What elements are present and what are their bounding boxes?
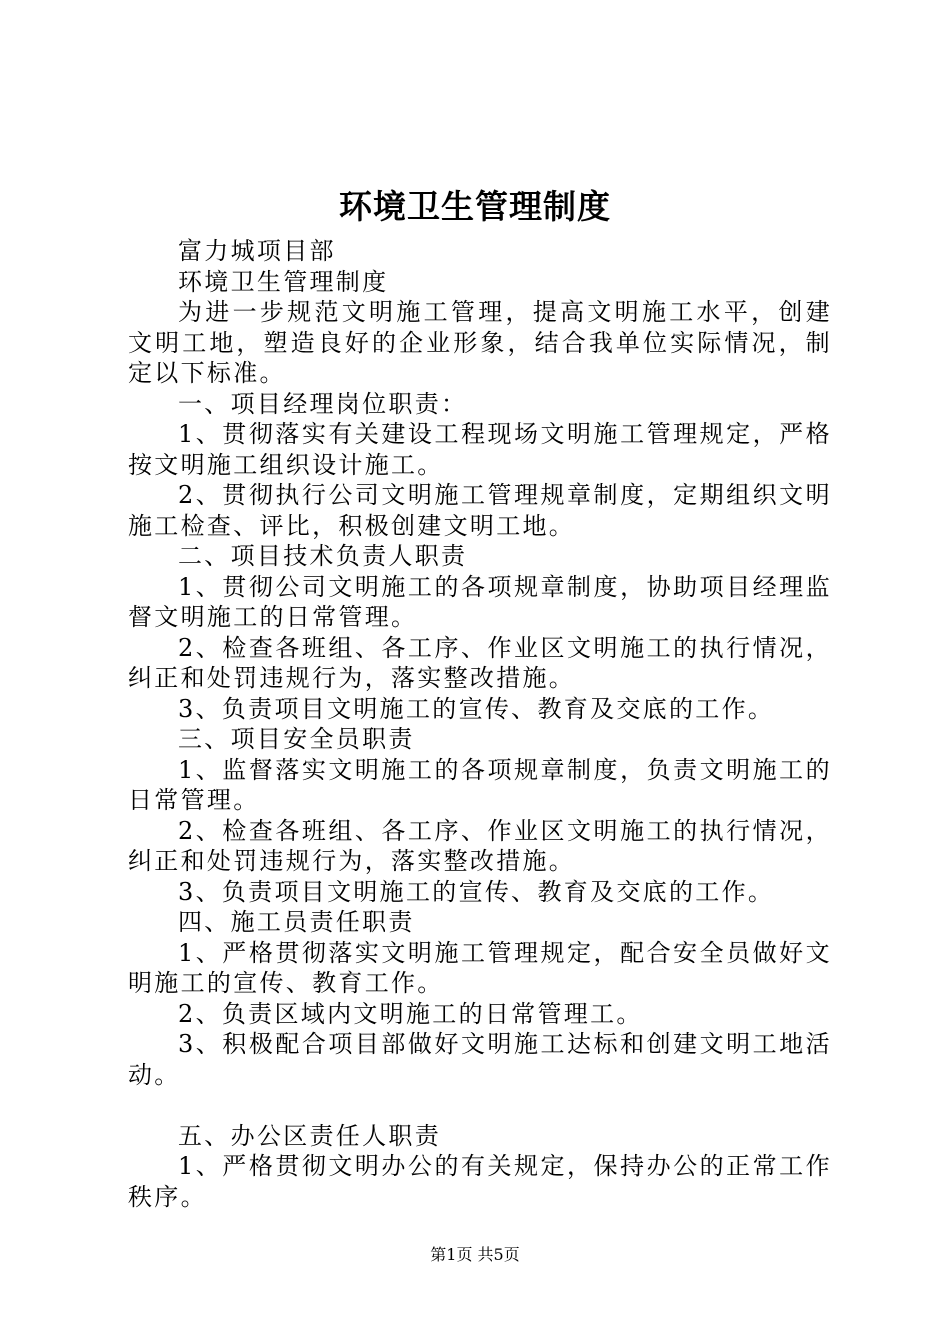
paragraph-intro: 为进一步规范文明施工管理，提高文明施工水平，创建文明工地，塑造良好的企业形象，结合我单位实际情况，制定以下标准。 — [128, 298, 832, 387]
paragraph-item: 1、严格贯彻落实文明施工管理规定，配合安全员做好文明施工的宣传、教育工作。 — [128, 938, 832, 997]
section-heading-3: 三、项目安全员职责 — [178, 725, 415, 753]
section-heading-2: 二、项目技术负责人职责 — [178, 542, 468, 570]
section-heading-4: 四、施工员责任职责 — [178, 908, 415, 936]
section-heading-5: 五、办公区责任人职责 — [178, 1121, 441, 1150]
paragraph-item: 2、贯彻执行公司文明施工管理规章制度，定期组织文明施工检查、评比，积极创建文明工地。 — [128, 481, 832, 540]
paragraph-item: 1、贯彻落实有关建设工程现场文明施工管理规定，严格按文明施工组织设计施工。 — [128, 420, 832, 479]
paragraph-subtitle: 环境卫生管理制度 — [178, 267, 389, 296]
paragraph-item: 3、积极配合项目部做好文明施工达标和创建文明工地活动。 — [128, 1030, 832, 1089]
paragraph-item: 1、贯彻公司文明施工的各项规章制度，协助项目经理监督文明施工的日常管理。 — [128, 572, 832, 631]
paragraph-item: 3、负责项目文明施工的宣传、教育及交底的工作。 — [178, 877, 775, 906]
section-heading-1: 一、项目经理岗位职责： — [178, 389, 468, 418]
paragraph-item: 2、检查各班组、各工序、作业区文明施工的执行情况，纠正和处罚违规行为，落实整改措施。 — [128, 633, 832, 692]
paragraph-item: 2、检查各班组、各工序、作业区文明施工的执行情况，纠正和处罚违规行为，落实整改措施。 — [128, 816, 832, 875]
paragraph-item: 1、监督落实文明施工的各项规章制度，负责文明施工的日常管理。 — [128, 755, 832, 814]
document-body — [128, 236, 832, 1212]
blank-line — [128, 1090, 832, 1121]
page-footer: 第1页 共5页 — [430, 1245, 520, 1264]
paragraph-project-dept: 富力城项目部 — [178, 237, 336, 265]
paragraph-item: 3、负责项目文明施工的宣传、教育及交底的工作。 — [178, 694, 775, 723]
paragraph-item: 1、严格贯彻文明办公的有关规定，保持办公的正常工作秩序。 — [128, 1152, 832, 1211]
document-title: 环境卫生管理制度 — [339, 187, 611, 226]
paragraph-item: 2、负责区域内文明施工的日常管理工。 — [178, 999, 643, 1028]
